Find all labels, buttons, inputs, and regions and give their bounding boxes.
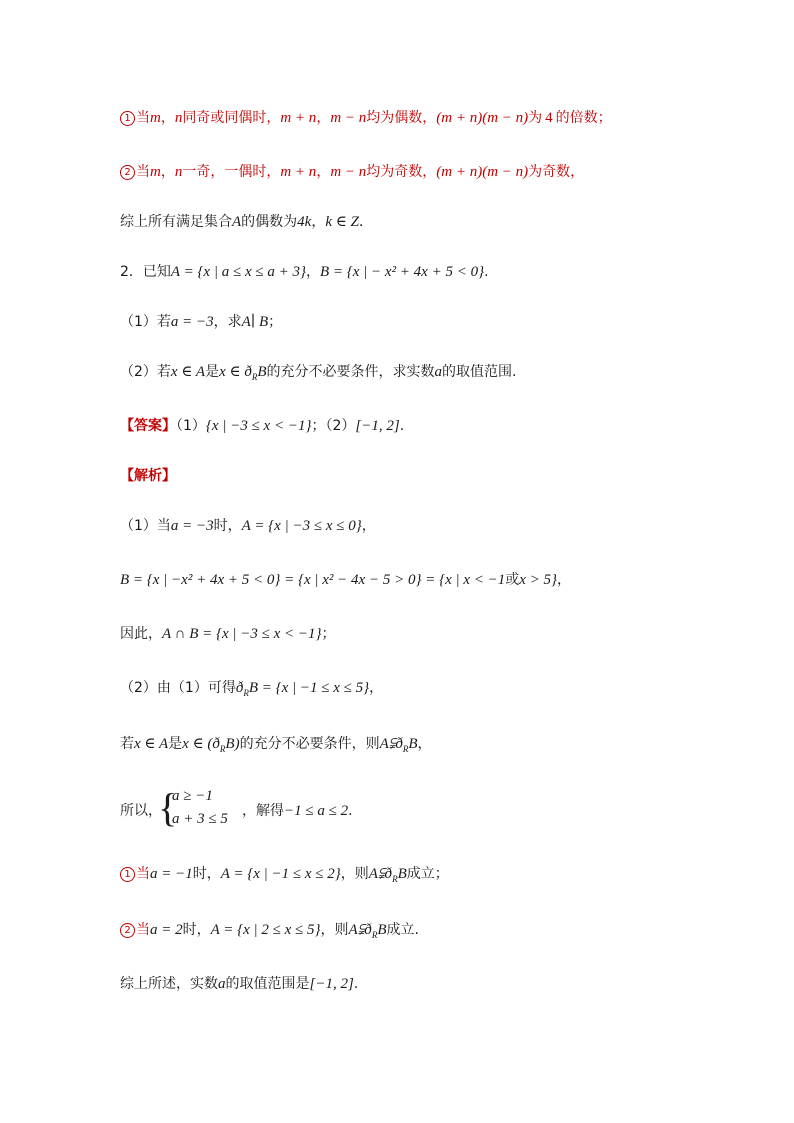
text: ，则 [320, 922, 349, 938]
final-conclusion [120, 974, 358, 994]
text: （2）若 [120, 364, 171, 380]
case-two-parity-line [120, 162, 584, 182]
math: (m + n)(m − n) [436, 110, 529, 126]
text: ，求 [213, 314, 242, 330]
text: 当 [136, 164, 150, 180]
text: ． [358, 214, 373, 230]
circled-number-2: 2 [120, 165, 135, 180]
analysis-label: 【解析】 [120, 468, 176, 484]
math: 4k [297, 214, 312, 230]
text: ， [417, 736, 432, 752]
math: a = −3 [170, 314, 214, 330]
sub-question-one [120, 312, 282, 332]
sub-question-two [120, 362, 516, 387]
math: A = {x | −3 ≤ x ≤ 0} [241, 518, 362, 534]
text: 的取值范围. [442, 364, 517, 380]
math: A∣ B [241, 314, 269, 330]
answer-label: 【答案】 [120, 418, 176, 434]
text: 时， [192, 866, 221, 882]
solution-step-5 [120, 734, 432, 759]
solution-step-2 [120, 570, 571, 590]
math: x ∈ A [170, 364, 206, 380]
text: 均为奇数， [366, 164, 437, 180]
math: m [150, 164, 161, 180]
math: A = {x | 2 ≤ x ≤ 5} [210, 922, 321, 938]
summary-line [120, 212, 373, 232]
text: ， [557, 572, 572, 588]
text: 的充分不必要条件，则 [239, 736, 380, 752]
math: a = −3 [170, 518, 214, 534]
math: n [174, 164, 183, 180]
math: m − n [330, 110, 367, 126]
math: B = {x | −1 ≤ x ≤ 5} [248, 680, 370, 696]
text: 时， [182, 922, 211, 938]
text: ，解得 [242, 803, 284, 819]
check-case-one [120, 864, 449, 889]
subscript: R [251, 371, 258, 382]
text: 成立； [406, 866, 449, 882]
text: 同奇或同偶时， [182, 110, 281, 126]
text: 当 [136, 922, 150, 938]
text: （2）由（1）可得 [120, 680, 236, 696]
subscript: R [392, 873, 398, 884]
text: . [484, 264, 489, 280]
math: A ∩ B = {x | −3 ≤ x < −1} [162, 626, 322, 642]
subscript: R [219, 743, 226, 754]
math: m [150, 110, 161, 126]
text: ， [316, 110, 331, 126]
math: B) [225, 736, 240, 752]
math: {x | −3 ≤ x < −1} [205, 418, 312, 434]
text: 的偶数为 [241, 214, 298, 230]
math: [−1, 2] [355, 418, 400, 434]
math: x ∈ (ð [182, 736, 220, 752]
text: 综上所述，实数 [120, 976, 218, 992]
text: 当 [136, 866, 150, 882]
math: m + n [280, 110, 317, 126]
solution-step-3 [120, 624, 336, 644]
text: 2．已知 [120, 264, 171, 280]
math: B = {x | − x² + 4x + 5 < 0} [319, 264, 485, 280]
subscript: R [243, 687, 249, 698]
math: A⫋ð [379, 736, 403, 752]
case-one-parity-line [120, 108, 612, 128]
math: A = {x | a ≤ x ≤ a + 3} [170, 264, 306, 280]
number: 4 [545, 110, 553, 126]
math: A⫋ð [348, 922, 372, 938]
text: 时， [213, 518, 242, 534]
text: ，则 [340, 866, 369, 882]
math: a = 2 [150, 922, 183, 938]
problem-two-statement [120, 262, 489, 282]
math: B [397, 866, 407, 882]
math: A⫋ð [368, 866, 393, 882]
text: ；（2） [311, 418, 356, 434]
text: 综上所有满足集合 [120, 214, 232, 230]
text: 的倍数； [555, 110, 612, 126]
text: 所以， [120, 803, 162, 819]
text: 为奇数， [528, 164, 585, 180]
math: x > 5} [519, 572, 558, 588]
text: 是 [205, 364, 220, 380]
math: A [232, 214, 242, 230]
subscript: R [371, 929, 378, 940]
text: . [399, 418, 405, 434]
math: B [257, 364, 267, 380]
math: ð [235, 680, 244, 696]
text: 或 [505, 572, 520, 588]
math: B [377, 922, 387, 938]
circled-number-2: 2 [120, 923, 135, 938]
text: 的充分不必要条件，求实数 [266, 364, 435, 380]
text: . [353, 976, 359, 992]
math: m + n [280, 164, 317, 180]
text: 均为偶数， [366, 110, 437, 126]
text: ； [268, 314, 283, 330]
math: x ∈ ð [219, 364, 252, 380]
solution-step-4 [120, 678, 383, 703]
math: −1 ≤ a ≤ 2 [284, 803, 349, 819]
math: k ∈ Z [325, 214, 359, 230]
text: （1）当 [120, 518, 171, 534]
left-brace: { [158, 785, 178, 830]
text: ， [160, 110, 175, 126]
solution-step-1 [120, 516, 376, 536]
text: ， [369, 680, 384, 696]
text: （1）若 [120, 314, 171, 330]
text: 为 [528, 110, 543, 126]
math: a = −1 [150, 866, 193, 882]
text: 成立. [386, 922, 419, 938]
math: a [434, 364, 443, 380]
circled-number-1: 1 [120, 867, 135, 882]
check-case-two [120, 920, 419, 945]
inequality-system-line [120, 786, 440, 834]
text: （1） [176, 418, 206, 434]
math: (m + n)(m − n) [436, 164, 529, 180]
math: a + 3 ≤ 5 [172, 811, 228, 827]
math: A = {x | −1 ≤ x ≤ 2} [220, 866, 341, 882]
answer-line [120, 416, 404, 436]
text: ， [160, 164, 175, 180]
text: ， [316, 164, 331, 180]
math: [−1, 2] [309, 976, 354, 992]
math: a [218, 976, 226, 992]
subscript: R [402, 743, 409, 754]
text: 是 [168, 736, 183, 752]
math: B = {x | −x² + 4x + 5 < 0} = {x | x² − 4x − 5 > 0} = {x | x < −1 [120, 572, 506, 588]
text: 若 [120, 736, 134, 752]
text: ， [305, 264, 320, 280]
text: ， [361, 518, 376, 534]
text: 的取值范围是 [225, 976, 310, 992]
text: . [348, 803, 353, 819]
math: m − n [330, 164, 367, 180]
math: a ≥ −1 [172, 788, 213, 804]
circled-number-1: 1 [120, 111, 135, 126]
text: 一奇，一偶时， [182, 164, 281, 180]
math: n [174, 110, 183, 126]
text: ， [311, 214, 326, 230]
solution-result [242, 800, 353, 820]
math: x ∈ A [134, 736, 169, 752]
text: 因此， [120, 626, 162, 642]
text: ； [321, 626, 336, 642]
text: 当 [136, 110, 150, 126]
math: B [408, 736, 418, 752]
